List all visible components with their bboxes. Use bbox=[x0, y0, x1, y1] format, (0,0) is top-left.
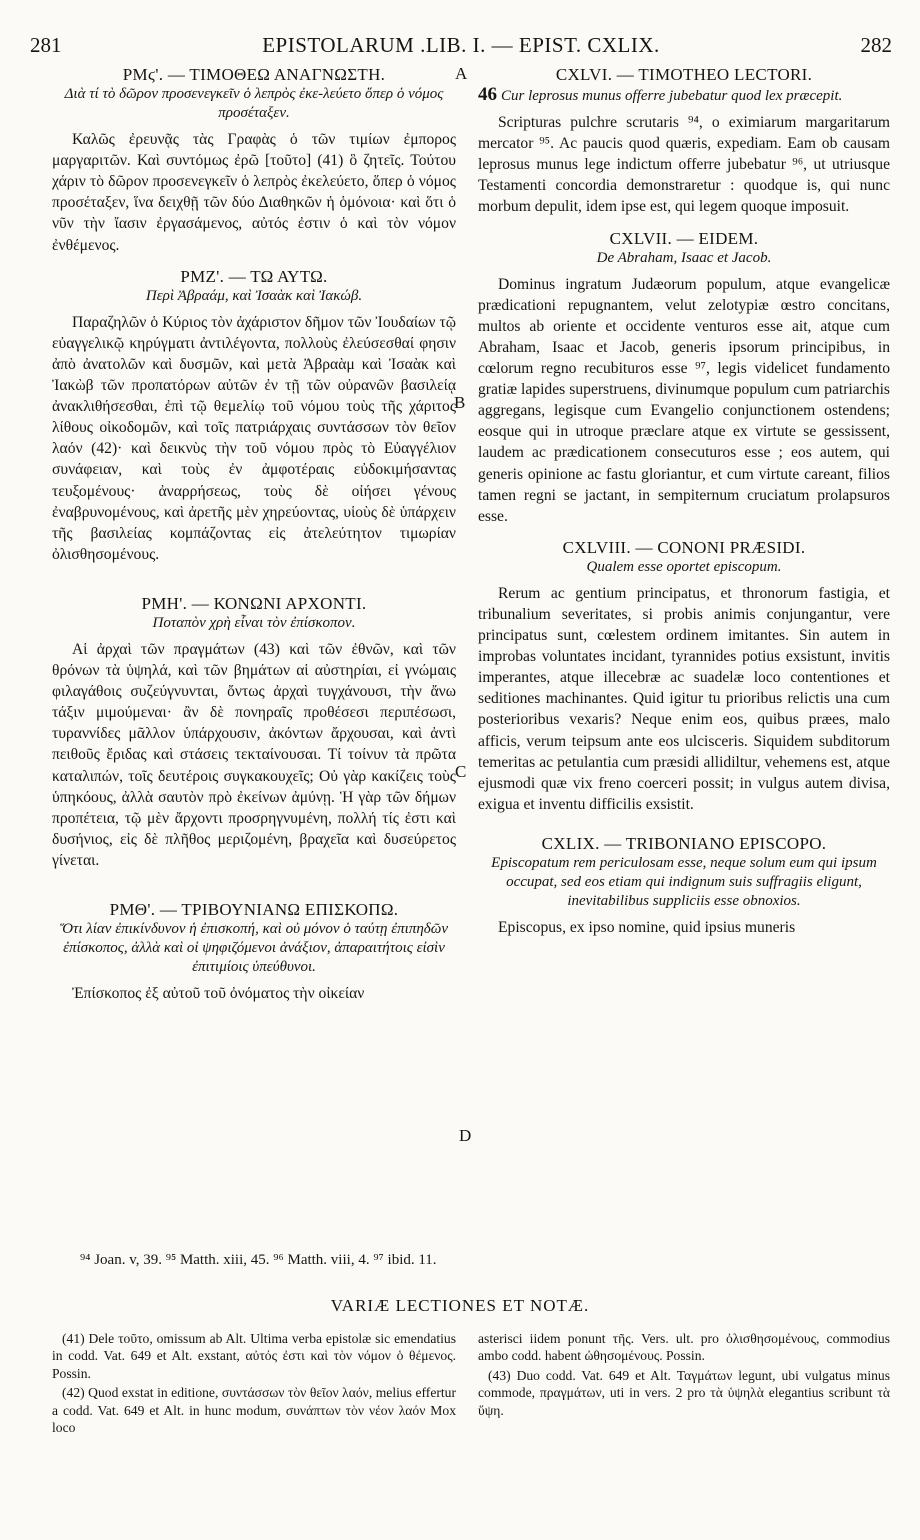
greek-letter-146-title: ΡΜϛ'. — ΤΙΜΟΘΕΩ ΑΝΑΓΝΩΣΤΗ. bbox=[122, 65, 386, 84]
latin-letter-148-title: CXLVIII. — CONONI PRÆSIDI. bbox=[562, 537, 806, 557]
running-head bbox=[30, 33, 892, 59]
greek-letter-149-summary: Ὅτι λίαν ἐπικίνδυνον ἡ ἐπισκοπή, καὶ οὐ μόνον ὁ ταύτῃ ἐπιπηδῶν ἐπίσκοπος, ἀλλὰ καὶ οἱ ψηφιζόμενοι ἀνάξιον, ἀπαραιτήτοις εἰσὶν ἐπιτιμίοις ὑπεύθυνοι. bbox=[59, 921, 449, 976]
latin-letter-146-summary bbox=[478, 85, 890, 106]
greek-column bbox=[52, 62, 456, 1004]
page-number-left: 281 bbox=[30, 33, 62, 57]
latin-letter-149-title: CXLIX. — TRIBONIANO EPISCOPO. bbox=[541, 833, 827, 853]
greek-letter-149-text: Ἐπίσκοπος ἐξ αὐτοῦ τοῦ ὀνόματος τὴν οἰκείαν bbox=[72, 985, 365, 1003]
notes-right-column bbox=[478, 1330, 890, 1421]
margin-letter-a: A bbox=[455, 64, 468, 83]
greek-letter-147-title: ΡΜΖ'. — ΤΩ ΑΥΤΩ. bbox=[180, 266, 328, 286]
margin-letter-b: B bbox=[454, 393, 466, 412]
latin-letter-147-text: Dominus ingratum Judæorum populum, atque evangelicæ prædicationi repugnantem, velut zelotypiæ œstro concitans, multos ab oriente et occidente venturos esse ait, atque cum Abraham, Isaac et Jacob, generis ipsorum principibus, in cœlorum regno recubituros esse ⁹⁷, legis videlicet fundamento gratiæ lapides superstruens, divinumque populum cum patriarchis aggregans, legisque cum Evangelio conjunctionem ostendens; eosque qui in utroque præclare atque ex virtute se gessissent, laudem ac prædicationem consecuturos esse ; eos autem, qui generis opinione ac fastu gloriantur, et cum virtute careant, filios tamen regni se jactant, in sempiternum cruciatum prolapsuros esse. bbox=[478, 275, 890, 525]
greek-letter-148-text: Αἱ ἀρχαὶ τῶν πραγμάτων (43) καὶ τῶν ἐθνῶν, καὶ τῶν θρόνων τὰ ὑψηλά, καὶ τῶν βημάτων αἱ αὐστηρίαι, εἰ γνώμαις φιλαγάθοις συζεύγνυνται, ὄντως ἀρχαὶ τυγχάνουσι, τὴν ἄνω τάξιν μιμούμεναι· ἂν δὲ πονηραῖς προθέσεσι περιπέσωσι, τυραννίδες μᾶλλον ὑπάρχουσιν, ἀκόντων ἄρχουσαι, καὶ ἀντὶ πειθοῦς ἔριδας καὶ στάσεις τεκταίνουσαι. Τί τοίνυν τὰ πρῶτα καταλιπών, τοῖς δευτέροις συγκακουχεῖς; Οὐ γὰρ κακίζεις τοὺς ὑπηκόους, ἀλλὰ σαυτὸν πρὸ ἐκείνων ἀμύνῃ. Ἡ γὰρ τῶν δήμων προπέτεια, τῷ μὲν ἄρχοντι προσρηγνυμένη, πολλή τίς ἐστι καὶ δυσήνιος, εἰς δὲ πλῆθος μεριζομένη, βραχεῖα καὶ δυσεύρετος γίνεται. bbox=[52, 640, 456, 869]
greek-letter-147-summary: Περὶ Ἀβραάμ, καὶ Ἰσαὰκ καὶ Ἰακώβ. bbox=[145, 287, 363, 304]
latin-letter-146-title: CXLVI. — TIMOTHEO LECTORI. bbox=[555, 65, 813, 84]
greek-letter-147-text: Παραζηλῶν ὁ Κύριος τὸν ἀχάριστον δῆμον τῶν Ἰουδαίων τῷ εὐαγγελικῷ κηρύγματι ἀντιλέγοντα, πολλοὺς ἐλεύσεσθαί φησιν ἀπὸ ἀνατολῶν καὶ δυσμῶν, καὶ μετὰ Ἀβραὰμ καὶ Ἰσαὰκ καὶ Ἰακὼβ τῶν προπατόρων αὐτῶν ἐν τῇ τῶν οὐρανῶν βασιλείᾳ ἀνακλιθήσεσθαι, ἐπὶ τῷ θεμελίῳ τοῦ νόμου τοὺς τῆς χάριτος λίθους οἰκοδομῶν, καὶ τοῖς πατριάρχαις συντάσσων τὸν θεῖον λαόν (42)· καὶ δεικνὺς τὴν τοῦ νόμου πρὸς τὸ Εὐαγγέλιον συνάφειαν, καὶ τοὺς ἐν ἀμφοτέραις εὐδοκιμήσαντας τευξομένους· ἀναρρήσεως, τοὺς δὲ οἰήσει γένους ἐναβρυνομένους, καὶ ἀρετῆς μὲν χηρεύοντας, υἱοὺς δὲ ὑπάρχειν τῆς βασιλείας κομπάζοντας εἰς ἀτελεύτητον τιμωρίαν ὀλισθησομένους. bbox=[52, 313, 456, 563]
latin-letter-148-text: Rerum ac gentium principatus, et thronorum fastigia, et tribunalium severitates, si probis animis conjungantur, vere principatus sunt, cœlestem ordinem imitantes. Sin autem in improbas voluntates incidant, tyrannides potius exsistunt, invitis imperantes, atque illecebræ ac suadelæ loco contentiones et seditiones machinantes. Quid igitur tu prioribus relictis una cum posterioribus vexaris? Neque enim eos, quibus præes, malo afficis, verum teipsum ante eos ulcisceris. Siquidem subditorum temeritas ac petulantia cum præsidi allidiltur, vehemens est, atque ejusmodi quæ vix freno coerceri possit; in vulgus autem divisa, exigua et inventu difficilis exsistit. bbox=[478, 584, 890, 813]
margin-letter-d: D bbox=[459, 1126, 472, 1145]
notes-left-column bbox=[52, 1330, 456, 1438]
footnotes: ⁹⁴ Joan. v, 39. ⁹⁵ Matth. xiii, 45. ⁹⁶ Matth. viii, 4. ⁹⁷ ibid. 11. bbox=[80, 1252, 437, 1268]
latin-letter-147-title: CXLVII. — EIDEM. bbox=[609, 228, 759, 248]
notes-title: VARIÆ LECTIONES ET NOTÆ. bbox=[330, 1296, 590, 1315]
note-42: (42) Quod exstat in editione, συντάσσων τὸν θεῖον λαόν, melius effertur a codd. Vat. 649 et Alt. in hunc modum, συνάπτων τὸν νέον λαόν Mox loco bbox=[52, 1385, 456, 1436]
column-number: 46 bbox=[478, 84, 497, 106]
greek-letter-146-summary: Διὰ τί τὸ δῶρον προσενεγκεῖν ὁ λεπρὸς ἐκε-λεύετο ὅπερ ὁ νόμος προσέταξεν. bbox=[64, 86, 444, 122]
greek-letter-148-title: ΡΜΗ'. — ΚΟΝΩΝΙ ΑΡΧΟΝΤΙ. bbox=[141, 593, 367, 613]
running-title: EPISTOLARUM .LIB. I. — EPIST. CXLIX. bbox=[262, 33, 660, 57]
latin-letter-149-text: Episcopus, ex ipso nomine, quid ipsius muneris bbox=[498, 919, 796, 936]
greek-letter-149-title: ΡΜΘ'. — ΤΡΙΒΟΥΝΙΑΝΩ ΕΠΙΣΚΟΠΩ. bbox=[109, 900, 399, 919]
latin-letter-147-summary: De Abraham, Isaac et Jacob. bbox=[596, 249, 772, 266]
latin-letter-149-summary: Episcopatum rem periculosam esse, neque solum eum qui ipsum occupat, sed eos etiam qui indignum suis suffragiis eligunt, inevitabilibus suppliciis esse obnoxios. bbox=[491, 855, 877, 909]
greek-letter-146-text: Καλῶς ἐρευνᾷς τὰς Γραφὰς ὁ τῶν τιμίων ἐμπορος μαργαριτῶν. Καὶ συντόμως ἐρῶ [τοῦτο] (41) ὃ ζητεῖς. Τούτου χάριν τὸ δῶρον προσενεγκεῖν ὁ λεπρὸς ἐκελεύετο, ὅπερ ὁ νόμος προσέταξεν, ἵνα δειχθῇ τῶν δύο Διαθηκῶν ἡ ὁμόνοια· καὶ ὅτι ὁ νῦν τὴν ἴασιν ἐργασάμενος, αὐτός ἐστιν ὁ καὶ τὸν νόμον ἐνθέμενος. bbox=[52, 131, 456, 254]
margin-letter-c: C bbox=[455, 762, 467, 781]
page-number-right: 282 bbox=[860, 33, 892, 57]
note-42-continued: asterisci iidem ponunt τῆς. Vers. ult. pro ὀλισθησομένους, commodius ambo codd. habent ὠθησομένους. Possin. bbox=[478, 1331, 890, 1364]
latin-letter-148-summary: Qualem esse oportet episcopum. bbox=[586, 558, 782, 575]
note-41: (41) Dele τοῦτο, omissum ab Alt. Ultima verba epistolæ sic emendatius in codd. Vat. 649 et Alt. exstant, αὐτός ἐστι καὶ τὸν νόμον ὁ θέμενος. Possin. bbox=[52, 1331, 456, 1381]
greek-letter-148-summary: Ποταπὸν χρὴ εἶναι τὸν ἐπίσκοπον. bbox=[152, 614, 356, 631]
note-43: (43) Duo codd. Vat. 649 et Alt. Ταγμάτων legunt, ubi vulgatus minus commode, πραγμάτων, uti in vers. 2 pro τὰ ὑψηλὰ elegantius scribunt τὰ ὕψη. bbox=[478, 1367, 890, 1418]
latin-column bbox=[478, 62, 890, 938]
latin-letter-146-summary-text: Cur leprosus munus offerre jubebatur quod lex præcepit. bbox=[501, 88, 843, 105]
latin-letter-146-text: Scripturas pulchre scrutaris ⁹⁴, o eximiarum margaritarum mercator ⁹⁵. Ac paucis quod quæris, expediam. Eam ob causam leprosus munus lege indictum offerre jubebatur ⁹⁶, ut utriusque Testamenti concordia demonstraretur : quodque is, qui nunc morbum depulit, idem ipse est, qui legem quoque imposuit. bbox=[478, 114, 890, 216]
